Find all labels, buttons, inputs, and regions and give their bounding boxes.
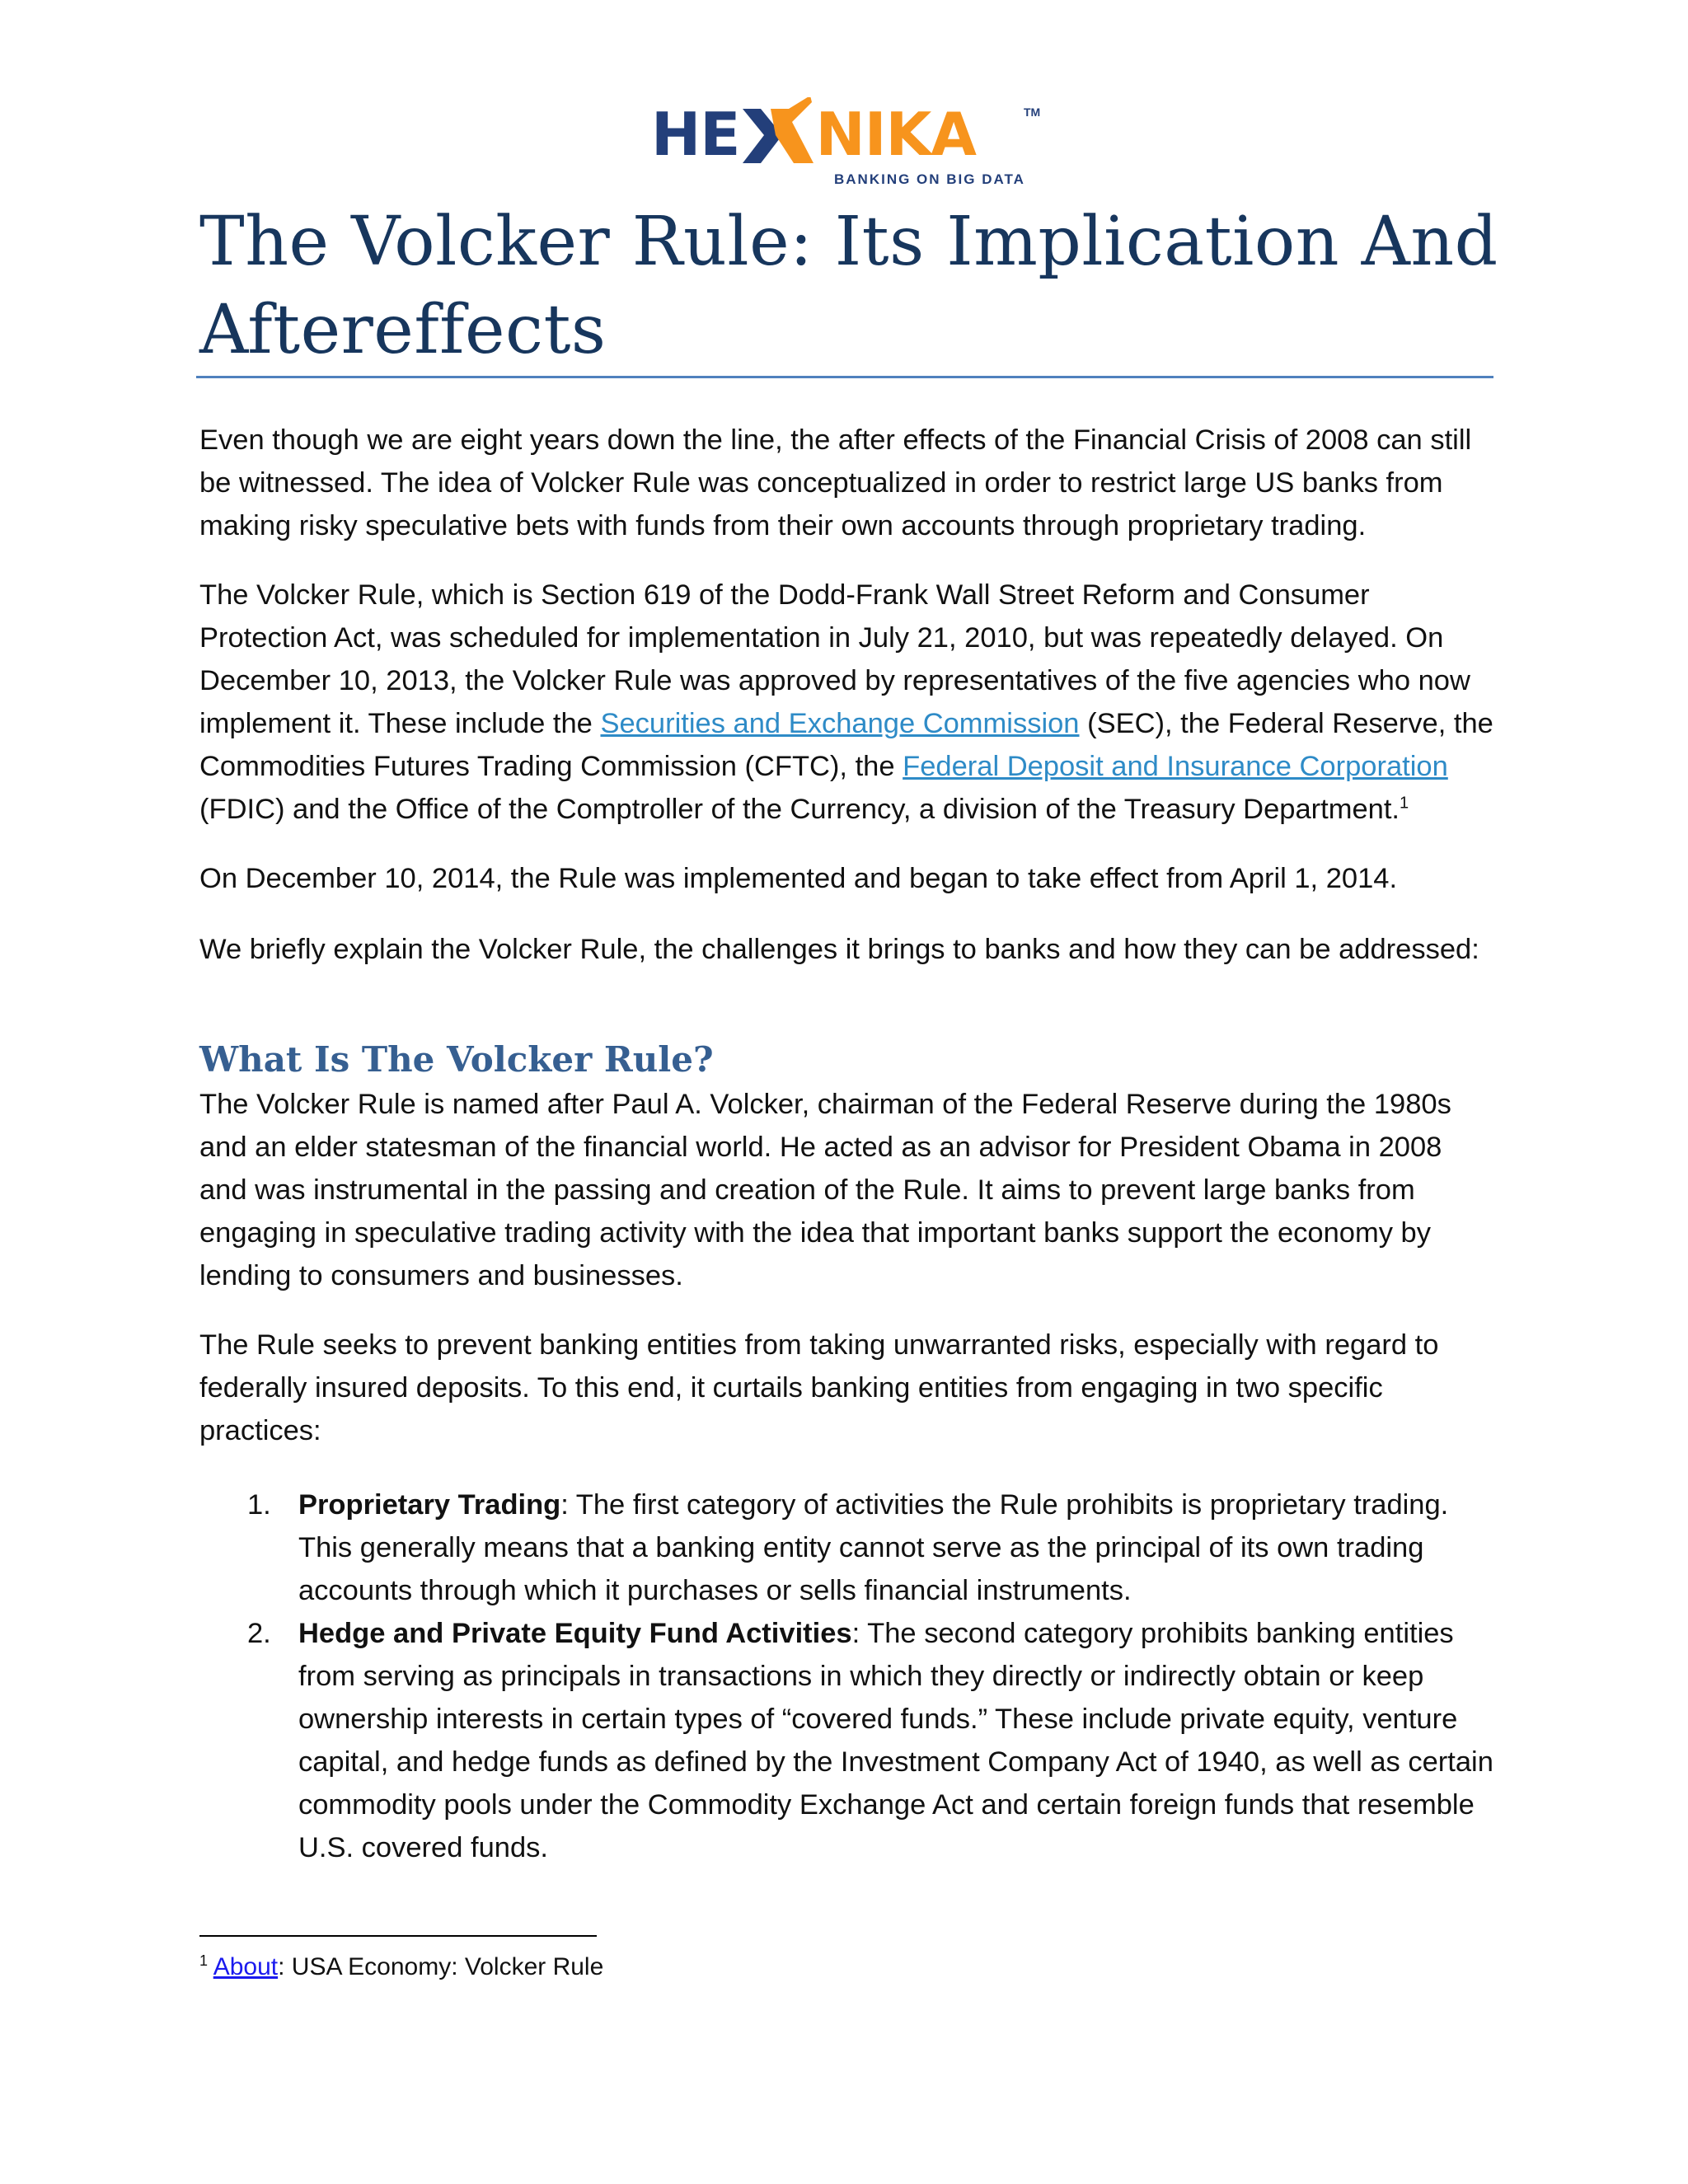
footnote [199,1949,603,1985]
footnote-about-link[interactable]: About [213,1953,279,1980]
list-number: 2. [247,1618,271,1649]
logo-x-mark-icon [739,97,815,171]
list-item [199,1612,1493,1869]
footnote-separator [199,1935,597,1937]
rule-purpose-paragraph: The Rule seeks to prevent banking entities from taking unwarranted risks, especially with regard to federally insured deposits. To this end, it curtails banking entities from engaging in two specific practices: [199,1329,1439,1446]
agencies-text-a: The Volcker Rule, which is Section 619 of the Dodd-Frank Wall Street Reform and Consumer Protection Act, was scheduled for implementation in July 21, 2010, but was repeatedly delayed. On December 10, 2013, the Volcker Rule was approved by representatives of the five agencies who now implement it. These include the [199,579,1470,739]
practices-list [199,1483,1493,1869]
implementation-paragraph: On December 10, 2014, the Rule was implemented and began to take effect from April 1, 2014. [199,863,1398,894]
agencies-paragraph [199,574,1493,831]
explanation-intro-paragraph: We briefly explain the Volcker Rule, the challenges it brings to banks and how they can be addressed: [199,934,1479,965]
footnote-text: : USA Economy: Volcker Rule [278,1953,604,1980]
hexanika-logo [651,97,1039,196]
title-underline [196,376,1493,378]
list-term: Proprietary Trading [298,1489,561,1521]
list-number: 1. [247,1489,271,1521]
logo-text-nika: NIKA [815,100,977,169]
document-title: The Volcker Rule: Its Implication And Aftereffects [199,203,1498,369]
fdic-link[interactable]: Federal Deposit and Insurance Corporation [903,751,1448,782]
footnote-number: 1 [199,1952,209,1969]
list-item [199,1483,1493,1612]
agencies-text-c: (FDIC) and the Office of the Comptroller of the Currency, a division of the Treasury Department. [199,794,1400,825]
logo-wordmark [651,97,976,171]
section-heading: What Is The Volcker Rule? [199,1039,714,1080]
volcker-description-paragraph: The Volcker Rule is named after Paul A. Volcker, chairman of the Federal Reserve during the 1980s and an elder statesman of the financial world. He acted as an advisor for President Obama in 2008 and was instrumental in the passing and creation of the Rule. It aims to prevent large banks from engaging in speculative trading activity with the idea that important banks support the economy by lending to consumers and businesses. [199,1089,1451,1291]
intro-paragraph: Even though we are eight years down the line, the after effects of the Financial Crisis of 2008 can still be witnessed. The idea of Volcker Rule was conceptualized in order to restrict large US banks from making risky speculative bets with funds from their own accounts through proprietary trading. [199,424,1472,541]
list-text: : The first category of activities the Rule prohibits is proprietary trading. This generally means that a banking entity cannot serve as the principal of its own trading accounts through which it purchases or sells financial instruments. [298,1489,1449,1606]
agencies-text-b: (SEC), the Federal Reserve, the Commodities Futures Trading Commission (CFTC), the [199,708,1493,782]
sec-link[interactable]: Securities and Exchange Commission [600,708,1080,739]
list-text: : The second category prohibits banking entities from serving as principals in transactions in which they directly or indirectly obtain or keep ownership interests in certain types of “covered funds.” These include private equity, venture capital, and hedge funds as defined by the Investment Company Act of 1940, as well as certain commodity pools under the Commodity Exchange Act and certain foreign funds that resemble U.S. covered funds. [298,1618,1493,1863]
logo-text-he: HE [651,100,740,169]
logo-tagline: BANKING ON BIG DATA [834,171,1025,187]
list-term: Hedge and Private Equity Fund Activities [298,1618,852,1649]
footnote-ref[interactable]: 1 [1400,794,1409,813]
logo-trademark: TM [1024,105,1041,119]
